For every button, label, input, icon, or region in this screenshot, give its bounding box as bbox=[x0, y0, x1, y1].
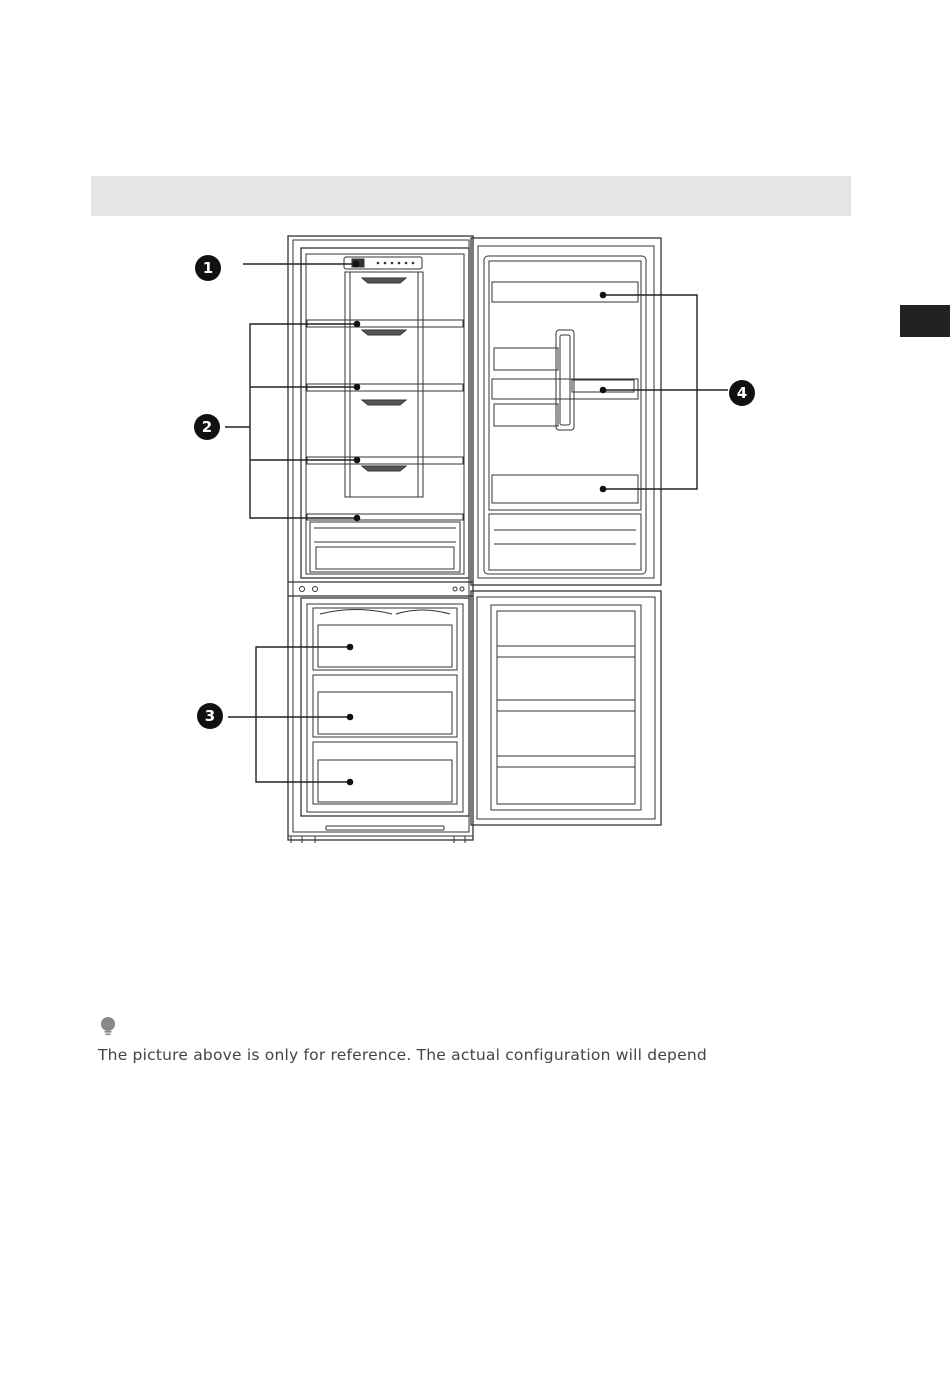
callout-4 bbox=[729, 380, 755, 406]
fridge-door bbox=[453, 238, 661, 591]
svg-text:3: 3 bbox=[204, 707, 216, 725]
freezer-door bbox=[471, 591, 661, 825]
callout-3 bbox=[197, 703, 223, 729]
svg-text:2: 2 bbox=[201, 418, 213, 436]
svg-text:4: 4 bbox=[736, 384, 748, 402]
reference-note: The picture above is only for reference. The actual configuration will depend bbox=[98, 1046, 707, 1064]
svg-text:1: 1 bbox=[202, 259, 214, 277]
freezer-compartment bbox=[301, 598, 469, 830]
lightbulb-icon bbox=[98, 1016, 118, 1036]
callout-1 bbox=[195, 255, 221, 281]
fridge-compartment bbox=[301, 248, 469, 578]
callout-2 bbox=[194, 414, 220, 440]
